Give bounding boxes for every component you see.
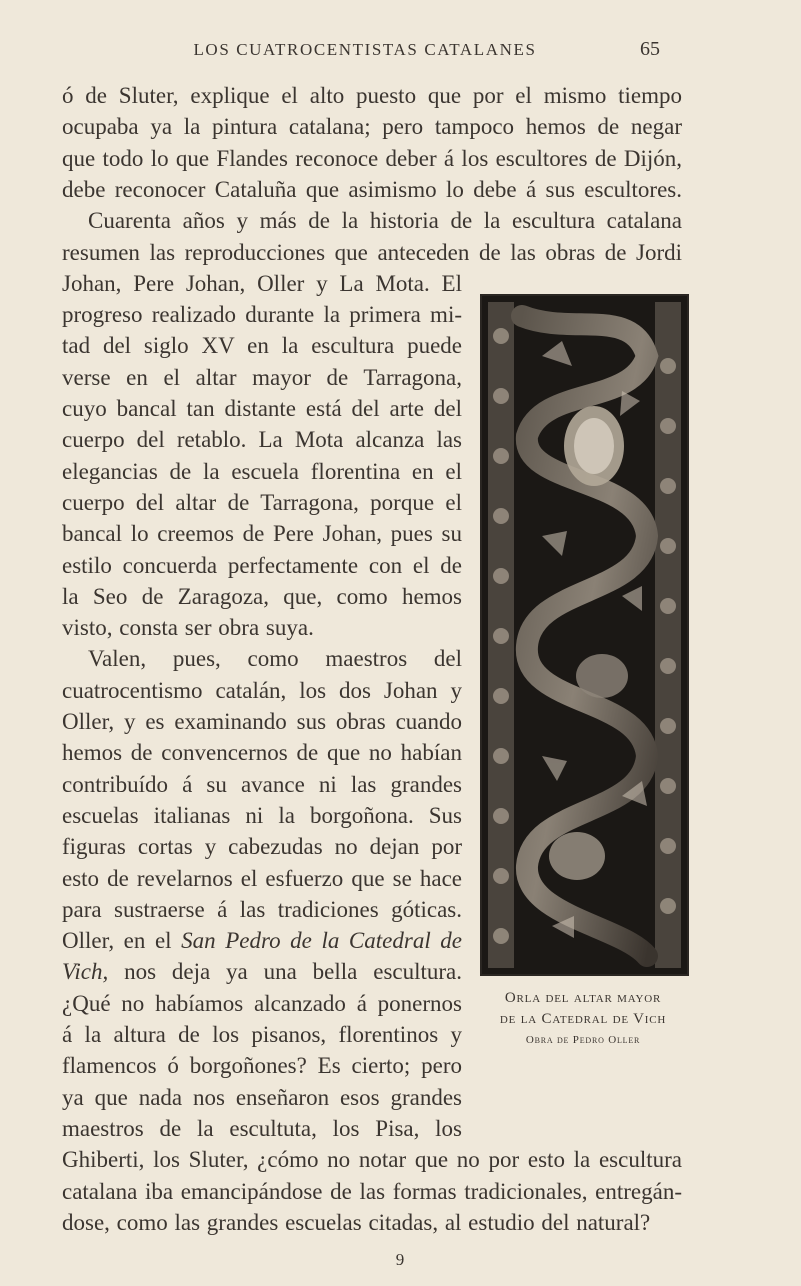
text-line bbox=[62, 956, 462, 987]
text-line bbox=[62, 143, 682, 174]
text-line bbox=[62, 800, 462, 831]
text-line bbox=[62, 299, 462, 330]
italic-title: San Pedro de la Catedral de bbox=[181, 928, 462, 954]
text-run: á la altura de los pisanos, florentinos y bbox=[62, 1022, 462, 1047]
text-run: cuyo bancal tan distante está del arte del bbox=[62, 396, 462, 421]
text-run: estilo concuerda perfectamente con el de bbox=[62, 552, 462, 578]
text-line bbox=[62, 174, 682, 205]
text-run: Johan, Pere Johan, Oller y La Mota. El bbox=[62, 270, 462, 296]
text-run: flamencos ó borgoñones? Es cierto; pero bbox=[62, 1053, 462, 1079]
text-run: Valen, pues, como maestros del bbox=[88, 646, 462, 672]
text-line bbox=[62, 518, 462, 549]
text-line bbox=[62, 1207, 682, 1238]
text-run: esto de revelarnos el esfuerzo que se hace bbox=[62, 865, 462, 891]
text-run: verse en el altar mayor de Tarragona, bbox=[62, 364, 462, 390]
text-run: cuerpo del altar de Tarragona, porque el bbox=[62, 489, 462, 515]
text-run: hemos de convencernos de que no habían bbox=[62, 740, 462, 766]
text-run: escuelas italianas ni la borgoñona. Sus bbox=[62, 802, 462, 828]
text-run: Cuarenta años y más de la historia de la escultura catalana bbox=[88, 208, 682, 234]
text-line bbox=[62, 925, 462, 956]
text-run: bancal lo creemos de Pere Johan, pues su bbox=[62, 521, 462, 547]
text-run: catalana iba emancipándose de las formas tradicionales, entregán- bbox=[62, 1178, 682, 1204]
text-line bbox=[62, 863, 462, 894]
text-line bbox=[62, 1113, 462, 1144]
text-line bbox=[62, 894, 462, 925]
text-line bbox=[62, 988, 462, 1019]
text-run: que todo lo que Flandes reconoce deber á los escultores de Dijón, bbox=[62, 145, 682, 171]
figure-caption-title: Orla del altar mayor bbox=[504, 990, 662, 1006]
text-line bbox=[62, 1019, 462, 1050]
text-run: para sustraerse á las tradiciones góticas. bbox=[62, 896, 462, 922]
signature-mark: 9 bbox=[395, 1250, 405, 1269]
text-line bbox=[62, 80, 682, 111]
text-run: resumen las reproducciones que anteceden de las obras de Jordi bbox=[62, 239, 682, 265]
text-line bbox=[62, 675, 462, 706]
sculpture-photograph bbox=[480, 294, 689, 976]
running-title: LOS CUATROCENTISTAS CATALANES bbox=[193, 40, 537, 59]
figure-caption-location: de la Catedral de Vich bbox=[499, 1011, 667, 1027]
text-line bbox=[62, 1176, 682, 1207]
text-line bbox=[62, 643, 462, 674]
text-run: elegancias de la escuela florentina en el bbox=[62, 458, 462, 484]
text-line bbox=[62, 769, 462, 800]
text-line bbox=[62, 330, 462, 361]
text-run: debe reconocer Cataluña que asimismo lo debe á sus escultores. bbox=[62, 176, 682, 202]
text-line bbox=[62, 737, 462, 768]
text-run: tad del siglo XV en la escultura puede bbox=[62, 333, 462, 359]
text-run: Oller, y es examinando sus obras cuando bbox=[62, 709, 462, 734]
text-run: ó de Sluter, explique el alto puesto que por el mismo tiempo bbox=[62, 83, 682, 108]
text-line bbox=[62, 581, 462, 612]
text-run: maestros de la escultuta, los Pisa, los bbox=[62, 1115, 462, 1141]
text-line bbox=[62, 1144, 682, 1175]
text-run: contribuído á su avance ni las grandes bbox=[62, 771, 462, 797]
text-line bbox=[62, 706, 462, 737]
text-run: cuerpo del retablo. La Mota alcanza las bbox=[62, 427, 462, 453]
text-line bbox=[62, 612, 462, 643]
text-line bbox=[62, 456, 462, 487]
text-line bbox=[62, 831, 462, 862]
text-line bbox=[62, 205, 682, 236]
text-run: nos deja ya una bella escultura. bbox=[108, 959, 462, 985]
text-run: dose, como las grandes escuelas citadas, al estudio del natural? bbox=[62, 1209, 651, 1235]
text-line bbox=[62, 424, 462, 455]
text-run: cuatrocentismo catalán, los dos Johan y bbox=[62, 677, 462, 703]
text-run: Oller, en el bbox=[62, 928, 172, 954]
italic-title: Vich, bbox=[62, 959, 109, 985]
text-line bbox=[62, 487, 462, 518]
text-line bbox=[62, 237, 682, 268]
text-line bbox=[62, 362, 462, 393]
text-line bbox=[62, 1082, 462, 1113]
text-run: figuras cortas y cabezudas no dejan por bbox=[62, 834, 462, 860]
text-run: progreso realizado durante la primera mi- bbox=[62, 302, 462, 328]
page-number: 65 bbox=[640, 38, 660, 60]
text-run: Ghiberti, los Sluter, ¿cómo no notar que no por esto la escultura bbox=[62, 1147, 682, 1173]
text-run: visto, consta ser obra suya. bbox=[62, 615, 314, 641]
text-line bbox=[62, 1050, 462, 1081]
figure-caption-credit: Obra de Pedro Oller bbox=[525, 1034, 641, 1046]
text-line bbox=[62, 268, 462, 299]
text-run: ¿Qué no habíamos alcanzado á ponernos bbox=[62, 990, 462, 1016]
text-run: ya que nada nos enseñaron esos grandes bbox=[62, 1084, 462, 1110]
text-line bbox=[62, 111, 682, 142]
text-run: ocupaba ya la pintura catalana; pero tampoco hemos de negar bbox=[62, 114, 682, 140]
carved-border-image bbox=[482, 296, 687, 974]
text-line bbox=[62, 550, 462, 581]
text-run: la Seo de Zaragoza, que, como hemos bbox=[62, 583, 462, 609]
text-line bbox=[62, 393, 462, 424]
